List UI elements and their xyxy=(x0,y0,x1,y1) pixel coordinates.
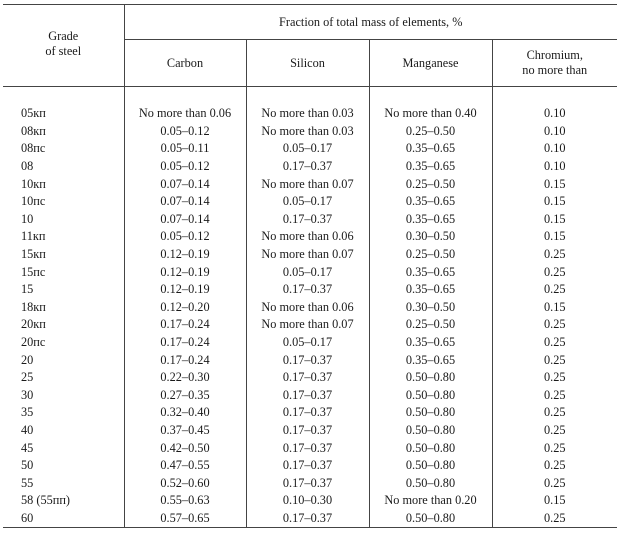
grade-cell: 08 xyxy=(3,158,124,176)
chromium-cell: 0.25 xyxy=(492,510,617,528)
table-row xyxy=(3,334,617,352)
manganese-cell: 0.50–0.80 xyxy=(369,474,492,492)
grade-cell: 11кп xyxy=(3,228,124,246)
silicon-cell: No more than 0.06 xyxy=(246,299,369,317)
silicon-cell: No more than 0.07 xyxy=(246,175,369,193)
grade-cell: 08кп xyxy=(3,123,124,141)
carbon-cell: 0.47–0.55 xyxy=(124,457,246,475)
carbon-cell: 0.07–0.14 xyxy=(124,211,246,229)
header-chromium: Chromium, no more than xyxy=(492,40,617,87)
table-row xyxy=(3,474,617,492)
manganese-cell: 0.50–0.80 xyxy=(369,369,492,387)
grade-cell: 55 xyxy=(3,474,124,492)
grade-cell: 35 xyxy=(3,404,124,422)
carbon-cell: No more than 0.06 xyxy=(124,105,246,123)
header-silicon: Silicon xyxy=(246,40,369,87)
chromium-cell: 0.25 xyxy=(543,422,566,437)
silicon-cell: 0.17–0.37 xyxy=(246,369,369,387)
silicon-cell: 0.17–0.37 xyxy=(246,474,369,492)
grade-cell: 10 xyxy=(3,211,124,229)
table-row xyxy=(3,123,617,141)
manganese-cell: 0.25–0.50 xyxy=(369,175,492,193)
silicon-cell: 0.17–0.37 xyxy=(246,158,369,176)
carbon-cell: 0.07–0.14 xyxy=(124,193,246,211)
grade-cell: 30 xyxy=(3,387,124,405)
table-row xyxy=(3,193,617,211)
table-row xyxy=(3,158,617,176)
grade-cell: 15 xyxy=(3,281,124,299)
silicon-cell: 0.05–0.17 xyxy=(246,193,369,211)
manganese-cell: 0.35–0.65 xyxy=(369,334,492,352)
chromium-cell: 0.25 xyxy=(543,264,566,279)
carbon-cell: 0.05–0.12 xyxy=(124,158,246,176)
chromium-cell: 0.25 xyxy=(543,335,566,350)
manganese-cell: 0.35–0.65 xyxy=(369,211,492,229)
silicon-cell: 0.17–0.37 xyxy=(246,422,369,440)
carbon-cell: 0.22–0.30 xyxy=(124,369,246,387)
grade-cell: 08пс xyxy=(3,140,124,158)
table-row xyxy=(3,351,617,369)
grade-cell: 60 xyxy=(3,510,124,528)
table-row xyxy=(3,457,617,475)
manganese-cell: 0.25–0.50 xyxy=(369,246,492,264)
chromium-cell: 0.25 xyxy=(543,352,566,367)
silicon-cell: 0.17–0.37 xyxy=(246,351,369,369)
manganese-cell: 0.30–0.50 xyxy=(369,228,492,246)
grade-cell: 45 xyxy=(3,439,124,457)
grade-cell: 25 xyxy=(3,369,124,387)
manganese-cell: 0.50–0.80 xyxy=(369,404,492,422)
manganese-cell: 0.35–0.65 xyxy=(369,351,492,369)
carbon-cell: 0.12–0.19 xyxy=(124,263,246,281)
manganese-cell: 0.50–0.80 xyxy=(369,387,492,405)
carbon-cell: 0.57–0.65 xyxy=(124,510,246,528)
chromium-cell: 0.10 xyxy=(543,106,566,121)
carbon-cell: 0.05–0.12 xyxy=(124,123,246,141)
table-row xyxy=(3,404,617,422)
table-row xyxy=(3,140,617,158)
carbon-cell: 0.05–0.11 xyxy=(124,140,246,158)
table-row xyxy=(3,492,617,510)
grade-cell: 20 xyxy=(3,351,124,369)
chromium-cell: 0.25 xyxy=(543,317,566,332)
manganese-cell: No more than 0.20 xyxy=(369,492,492,510)
manganese-cell: 0.50–0.80 xyxy=(369,439,492,457)
manganese-cell: 0.25–0.50 xyxy=(369,316,492,334)
carbon-cell: 0.07–0.14 xyxy=(124,175,246,193)
carbon-cell: 0.05–0.12 xyxy=(124,228,246,246)
silicon-cell: No more than 0.07 xyxy=(246,316,369,334)
silicon-cell: 0.17–0.37 xyxy=(246,510,369,528)
grade-cell: 58 (55пп) xyxy=(3,492,124,510)
chromium-cell: 0.10 xyxy=(543,123,566,138)
silicon-cell: 0.17–0.37 xyxy=(246,439,369,457)
table-row xyxy=(3,439,617,457)
chromium-cell: 0.25 xyxy=(543,247,566,262)
grade-cell: 18кп xyxy=(3,299,124,317)
manganese-cell: 0.35–0.65 xyxy=(369,263,492,281)
grade-cell: 15пс xyxy=(3,263,124,281)
chromium-cell: 0.25 xyxy=(543,387,566,402)
silicon-cell: No more than 0.03 xyxy=(246,105,369,123)
silicon-cell: 0.17–0.37 xyxy=(246,404,369,422)
chromium-cell: 0.15 xyxy=(543,211,566,226)
table-row xyxy=(3,175,617,193)
table-row xyxy=(3,211,617,229)
table-row xyxy=(3,369,617,387)
carbon-cell: 0.52–0.60 xyxy=(124,474,246,492)
grade-cell: 20пс xyxy=(3,334,124,352)
chromium-cell: 0.25 xyxy=(543,458,566,473)
table-body xyxy=(3,87,617,528)
table-row xyxy=(3,281,617,299)
table-row xyxy=(3,263,617,281)
manganese-cell: 0.25–0.50 xyxy=(369,123,492,141)
header-group: Fraction of total mass of elements, % xyxy=(124,5,617,40)
manganese-cell: 0.35–0.65 xyxy=(369,281,492,299)
silicon-cell: 0.10–0.30 xyxy=(246,492,369,510)
manganese-cell: 0.50–0.80 xyxy=(369,422,492,440)
grade-cell: 15кп xyxy=(3,246,124,264)
carbon-cell: 0.12–0.19 xyxy=(124,246,246,264)
chromium-cell: 0.25 xyxy=(543,370,566,385)
chromium-cell: 0.15 xyxy=(543,299,566,314)
silicon-cell: 0.05–0.17 xyxy=(246,140,369,158)
carbon-cell: 0.32–0.40 xyxy=(124,404,246,422)
carbon-cell: 0.42–0.50 xyxy=(124,439,246,457)
header-spacer xyxy=(3,87,617,106)
header-manganese: Manganese xyxy=(369,40,492,87)
grade-cell: 40 xyxy=(3,422,124,440)
table-row xyxy=(3,387,617,405)
chromium-cell: 0.15 xyxy=(543,493,566,508)
manganese-cell: No more than 0.40 xyxy=(369,105,492,123)
manganese-cell: 0.50–0.80 xyxy=(369,457,492,475)
chromium-cell: 0.25 xyxy=(543,282,566,297)
table-row xyxy=(3,228,617,246)
silicon-cell: No more than 0.03 xyxy=(246,123,369,141)
table-row xyxy=(3,105,617,123)
silicon-cell: 0.17–0.37 xyxy=(246,457,369,475)
silicon-cell: 0.17–0.37 xyxy=(246,211,369,229)
manganese-cell: 0.30–0.50 xyxy=(369,299,492,317)
header-grade-label: Grade of steel xyxy=(45,29,82,58)
manganese-cell: 0.35–0.65 xyxy=(369,158,492,176)
grade-cell: 10кп xyxy=(3,175,124,193)
silicon-cell: 0.05–0.17 xyxy=(246,263,369,281)
chromium-cell: 0.10 xyxy=(543,141,566,156)
steel-composition-table xyxy=(3,4,617,528)
silicon-cell: 0.17–0.37 xyxy=(246,281,369,299)
table-row xyxy=(3,316,617,334)
silicon-cell: 0.17–0.37 xyxy=(246,387,369,405)
header-grade xyxy=(3,5,124,87)
chromium-cell: 0.25 xyxy=(543,440,566,455)
table-row xyxy=(3,510,617,528)
chromium-cell: 0.15 xyxy=(543,176,566,191)
chromium-cell: 0.25 xyxy=(543,475,566,490)
chromium-cell: 0.15 xyxy=(543,194,566,209)
table-row xyxy=(3,246,617,264)
carbon-cell: 0.17–0.24 xyxy=(124,351,246,369)
silicon-cell: No more than 0.06 xyxy=(246,228,369,246)
carbon-cell: 0.12–0.20 xyxy=(124,299,246,317)
manganese-cell: 0.35–0.65 xyxy=(369,193,492,211)
carbon-cell: 0.17–0.24 xyxy=(124,334,246,352)
table-row xyxy=(3,299,617,317)
grade-cell: 10пс xyxy=(3,193,124,211)
silicon-cell: 0.05–0.17 xyxy=(246,334,369,352)
carbon-cell: 0.27–0.35 xyxy=(124,387,246,405)
carbon-cell: 0.37–0.45 xyxy=(124,422,246,440)
table-row xyxy=(3,422,617,440)
carbon-cell: 0.12–0.19 xyxy=(124,281,246,299)
carbon-cell: 0.17–0.24 xyxy=(124,316,246,334)
carbon-cell: 0.55–0.63 xyxy=(124,492,246,510)
chromium-cell: 0.15 xyxy=(543,229,566,244)
chromium-cell: 0.25 xyxy=(543,405,566,420)
manganese-cell: 0.35–0.65 xyxy=(369,140,492,158)
grade-cell: 50 xyxy=(3,457,124,475)
manganese-cell: 0.50–0.80 xyxy=(369,510,492,528)
grade-cell: 20кп xyxy=(3,316,124,334)
chromium-cell: 0.10 xyxy=(543,159,566,174)
silicon-cell: No more than 0.07 xyxy=(246,246,369,264)
header-carbon: Carbon xyxy=(124,40,246,87)
grade-cell: 05кп xyxy=(3,105,124,123)
